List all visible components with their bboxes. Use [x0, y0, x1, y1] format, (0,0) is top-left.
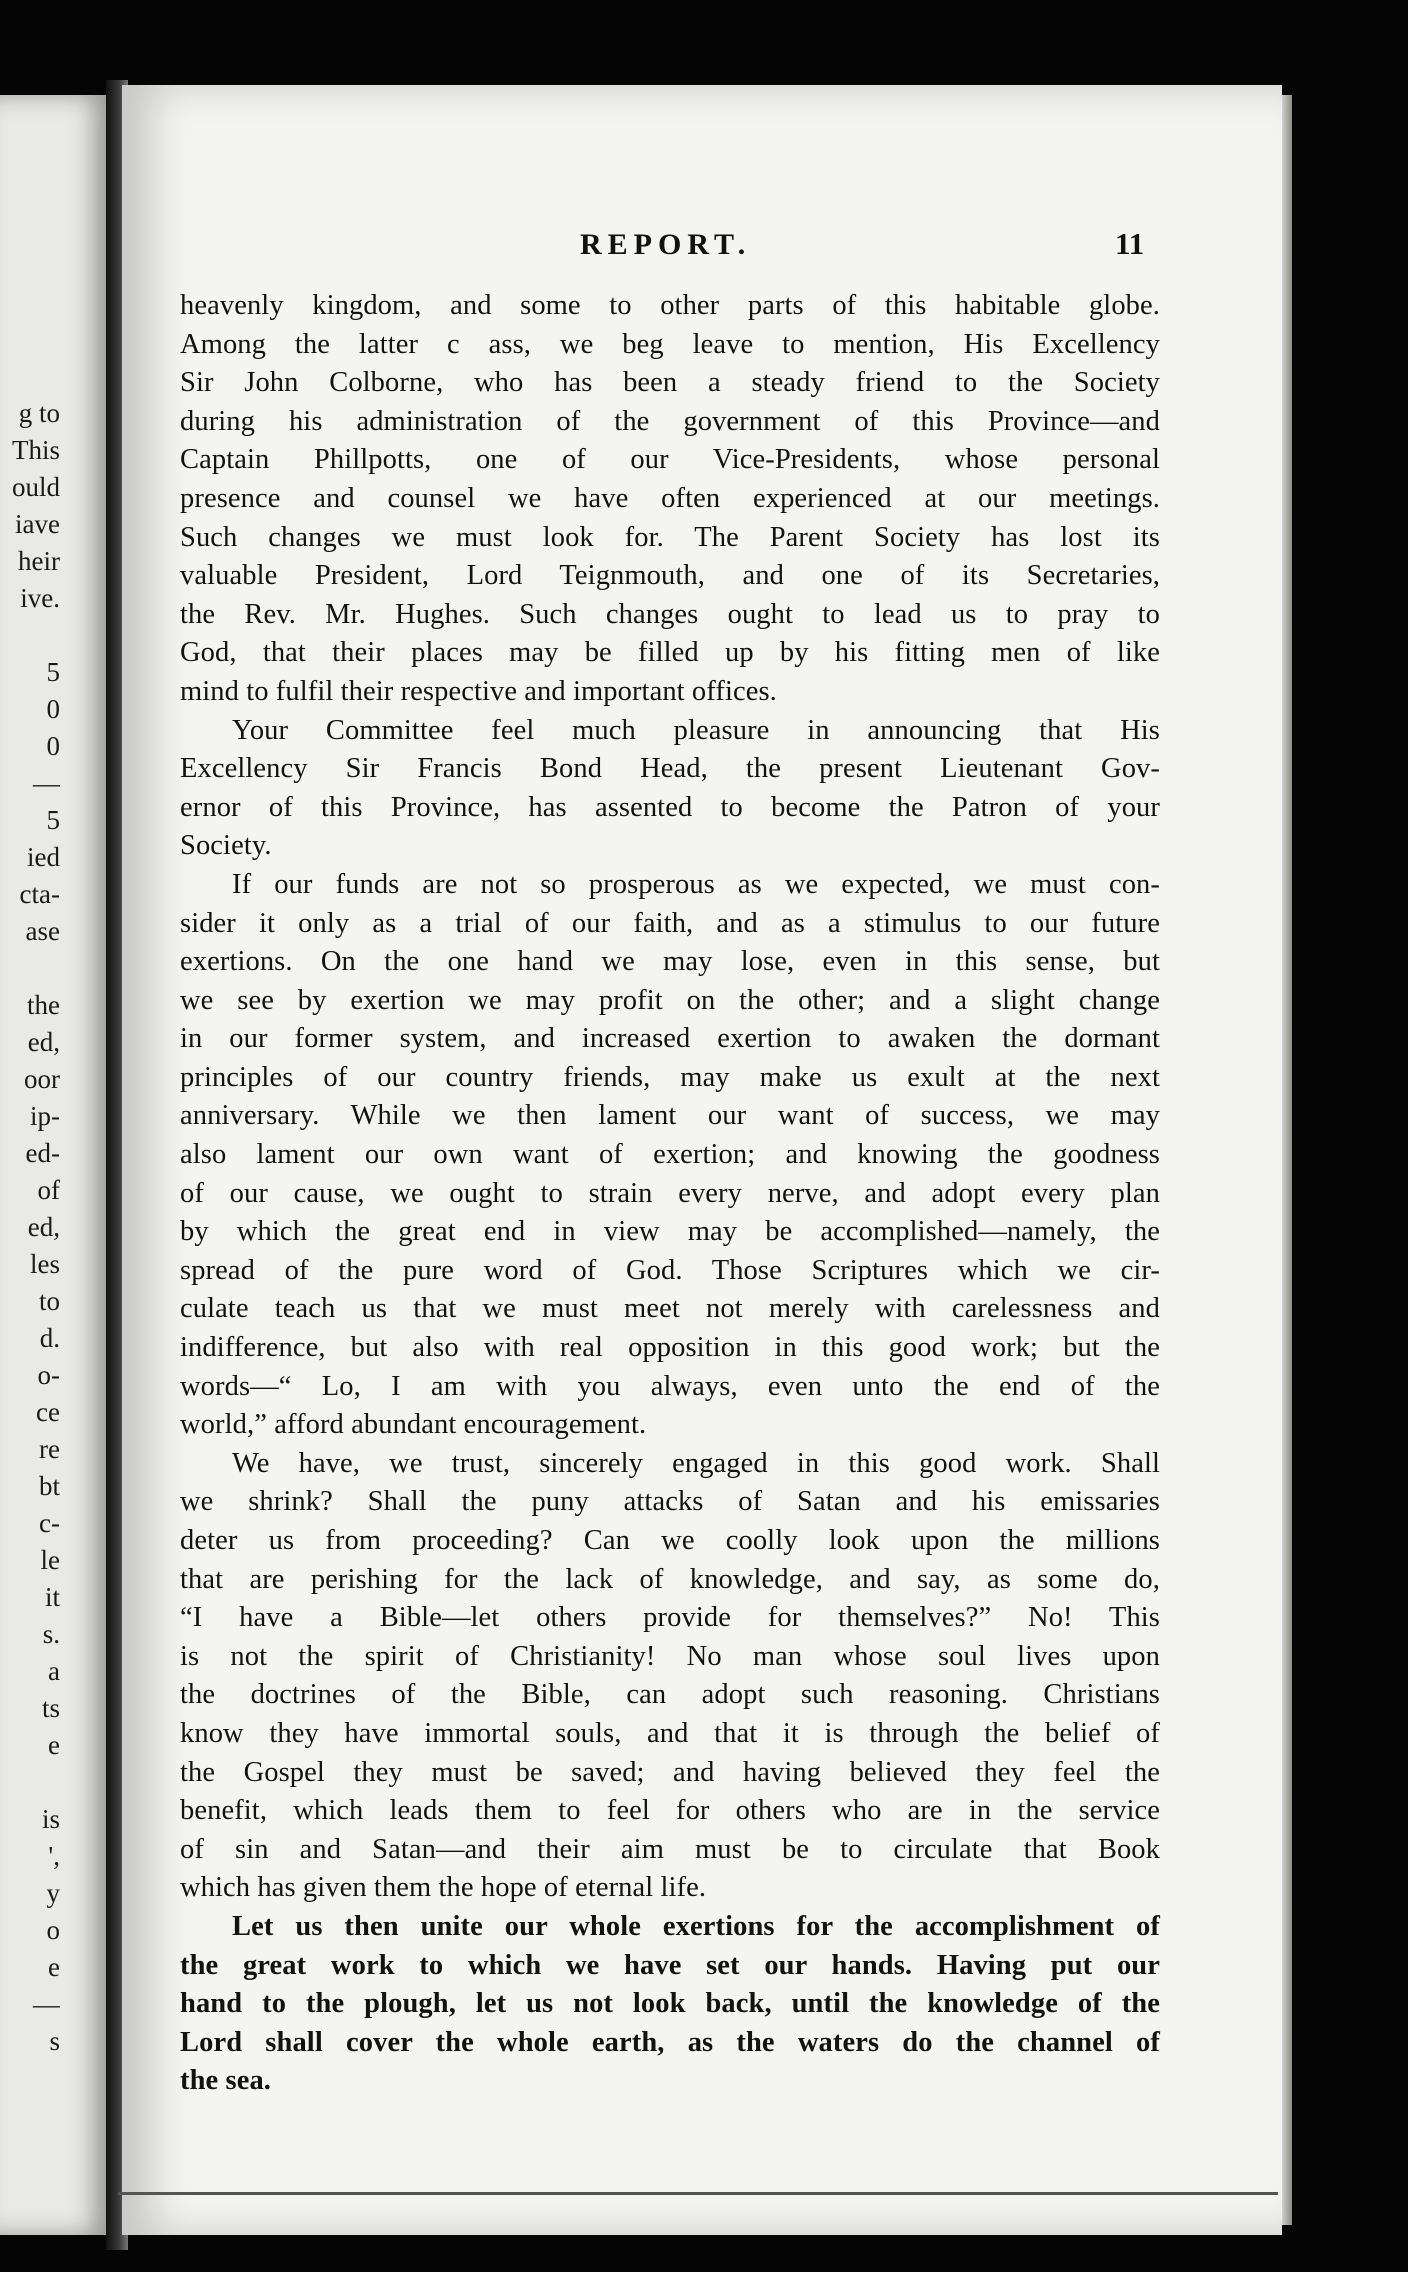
- facing-page-line: a: [48, 1656, 60, 1686]
- facing-page-line: cta-: [19, 879, 60, 909]
- text-line: also lament our own want of exertion; and knowing the goodness: [180, 1139, 1160, 1171]
- text-line: the Gospel they must be saved; and having believed they feel the: [180, 1756, 1160, 1788]
- facing-page-line: ied: [27, 842, 60, 872]
- page-bottom-edge: [118, 2192, 1278, 2195]
- text-line: presence and counsel we have often experienced at our meetings.: [180, 482, 1160, 514]
- text-line: Lord shall cover the whole earth, as the waters do the channel of: [180, 2026, 1160, 2058]
- text-line: is not the spirit of Christianity! No man whose soul lives upon: [180, 1640, 1160, 1672]
- facing-page-line: d.: [39, 1323, 60, 1353]
- text-line: “I have a Bible—let others provide for themselves?” No! This: [180, 1602, 1160, 1634]
- text-line: If our funds are not so prosperous as we expected, we must con-: [232, 868, 1160, 900]
- facing-page-line: This: [11, 435, 60, 465]
- text-line: which has given them the hope of eternal life.: [180, 1872, 707, 1904]
- facing-page-line: 5: [46, 805, 60, 835]
- facing-page-line: y: [46, 1878, 60, 1908]
- text-line: know they have immortal souls, and that it is through the belief of: [180, 1717, 1160, 1749]
- text-line: sider it only as a trial of our faith, and as a stimulus to our future: [180, 907, 1160, 939]
- text-line: exertions. On the one hand we may lose, even in this sense, but: [180, 946, 1160, 978]
- facing-page-line: ed,: [27, 1027, 60, 1057]
- text-line: valuable President, Lord Teignmouth, and one of its Secretaries,: [180, 560, 1160, 592]
- text-line: the sea.: [180, 2065, 272, 2097]
- facing-page-text: [0, 395, 60, 2060]
- facing-page-line: ed,: [27, 1212, 60, 1242]
- facing-page-line: of: [37, 1175, 60, 1205]
- facing-page-line: s: [49, 2026, 60, 2056]
- text-line: during his administration of the government of this Province—and: [180, 405, 1160, 437]
- facing-page-line: —: [33, 768, 60, 798]
- facing-page-line: ase: [25, 916, 60, 946]
- text-line: Captain Phillpotts, one of our Vice-Presidents, whose personal: [180, 444, 1160, 476]
- text-line: ernor of this Province, has assented to become the Patron of your: [180, 791, 1160, 823]
- text-line: hand to the plough, let us not look back, until the knowledge of the: [180, 1988, 1160, 2020]
- facing-page-line: oor: [24, 1064, 60, 1094]
- facing-page-line: bt: [38, 1471, 60, 1501]
- running-head: REPORT.: [580, 228, 752, 261]
- text-line: in our former system, and increased exertion to awaken the dormant: [180, 1023, 1160, 1055]
- facing-page-line: les: [30, 1249, 60, 1279]
- text-line: mind to fulfil their respective and important offices.: [180, 675, 777, 707]
- text-line: Sir John Colborne, who has been a steady friend to the Society: [180, 367, 1160, 399]
- page-edge: [1282, 95, 1292, 2225]
- report-body-text: [180, 287, 1160, 2101]
- facing-page-line: g to: [18, 398, 60, 428]
- text-line: by which the great end in view may be accomplished—namely, the: [180, 1216, 1160, 1248]
- text-line: words—“ Lo, I am with you always, even unto the end of the: [180, 1370, 1160, 1402]
- facing-page-line: ed-: [25, 1138, 60, 1168]
- facing-page-line: ould: [11, 472, 60, 502]
- text-line: culate teach us that we must meet not merely with carelessness and: [180, 1293, 1160, 1325]
- text-line: God, that their places may be filled up by his fitting men of like: [180, 637, 1160, 669]
- text-line: heavenly kingdom, and some to other parts of this habitable globe.: [180, 290, 1160, 321]
- facing-page-line: ts: [41, 1693, 60, 1723]
- text-line: anniversary. While we then lament our want of success, we may: [180, 1100, 1160, 1132]
- text-line: the doctrines of the Bible, can adopt such reasoning. Christians: [180, 1679, 1160, 1711]
- facing-page-line: re: [39, 1434, 60, 1464]
- text-line: of sin and Satan—and their aim must be to circulate that Book: [180, 1833, 1160, 1865]
- text-line: the Rev. Mr. Hughes. Such changes ought to lead us to pray to: [180, 598, 1160, 630]
- facing-page-line: le: [40, 1545, 60, 1575]
- facing-page-line: heir: [18, 546, 60, 576]
- facing-page-line: it: [44, 1582, 60, 1612]
- text-line: Society.: [180, 830, 272, 862]
- text-line: world,” afford abundant encouragement.: [180, 1409, 647, 1441]
- text-line: benefit, which leads them to feel for others who are in the service: [180, 1795, 1160, 1827]
- facing-page-line: is: [41, 1804, 60, 1834]
- text-line: indifference, but also with real opposition in this good work; but the: [180, 1332, 1160, 1364]
- text-line: that are perishing for the lack of knowledge, and say, as some do,: [180, 1563, 1160, 1595]
- facing-page-line: 5: [46, 657, 60, 687]
- facing-page-line: 0: [46, 694, 60, 724]
- facing-page-fragment: [0, 95, 112, 2235]
- text-line: Among the latter c ass, we beg leave to mention, His Excellency: [180, 328, 1160, 360]
- text-line: of our cause, we ought to strain every nerve, and adopt every plan: [180, 1177, 1160, 1209]
- text-line: we see by exertion we may profit on the other; and a slight change: [180, 984, 1160, 1016]
- facing-page-line: o-: [37, 1360, 60, 1390]
- text-line: Let us then unite our whole exertions for the accomplishment of: [232, 1910, 1160, 1942]
- facing-page-line: 0: [46, 731, 60, 761]
- facing-page-line: e: [48, 1952, 60, 1982]
- facing-page-line: to: [38, 1286, 60, 1316]
- facing-page-line: ive.: [20, 583, 60, 613]
- text-line: We have, we trust, sincerely engaged in this good work. Shall: [232, 1447, 1160, 1479]
- facing-page-line: e: [48, 1730, 60, 1760]
- facing-page-line: o: [46, 1915, 60, 1945]
- facing-page-line: iave: [15, 509, 60, 539]
- text-line: spread of the pure word of God. Those Scriptures which we cir-: [180, 1254, 1160, 1286]
- text-line: we shrink? Shall the puny attacks of Satan and his emissaries: [180, 1486, 1160, 1518]
- text-line: Your Committee feel much pleasure in announcing that His: [232, 714, 1160, 746]
- facing-page-line: —: [33, 1989, 60, 2019]
- facing-page-line: ce: [36, 1397, 60, 1427]
- facing-page-line: c-: [39, 1508, 60, 1538]
- facing-page-line: s.: [42, 1619, 60, 1649]
- text-line: principles of our country friends, may make us exult at the next: [180, 1061, 1160, 1093]
- text-line: Excellency Sir Francis Bond Head, the present Lieutenant Gov-: [180, 753, 1160, 785]
- facing-page-line: ip-: [30, 1101, 60, 1131]
- facing-page-line: the: [27, 990, 60, 1020]
- text-line: the great work to which we have set our hands. Having put our: [180, 1949, 1160, 1981]
- text-line: deter us from proceeding? Can we coolly look upon the millions: [180, 1525, 1160, 1556]
- page-number: 11: [1115, 226, 1145, 261]
- facing-page-line: ',: [48, 1841, 60, 1871]
- text-line: Such changes we must look for. The Parent Society has lost its: [180, 521, 1160, 553]
